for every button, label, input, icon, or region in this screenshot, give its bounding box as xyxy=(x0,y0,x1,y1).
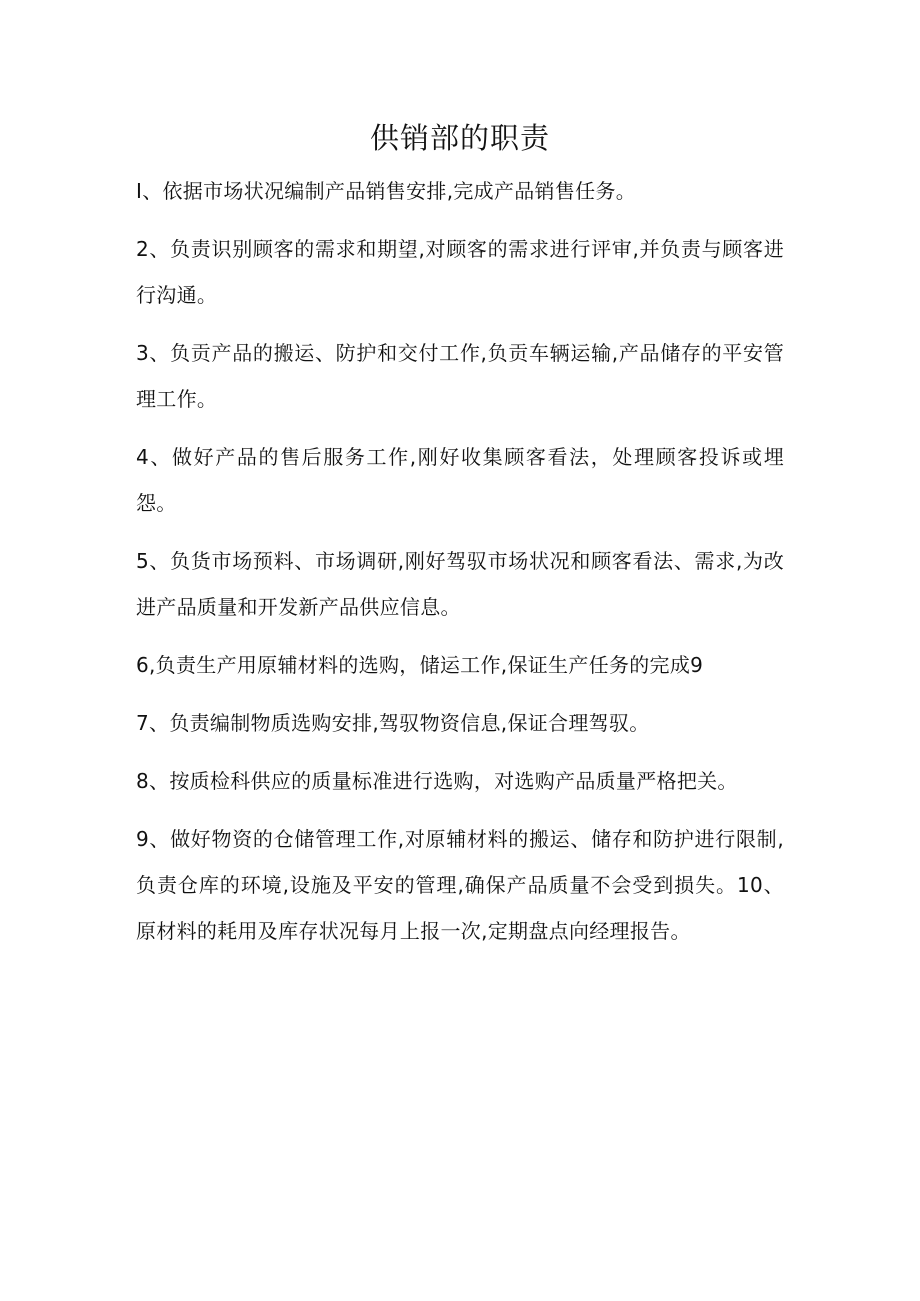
duty-item-8: 8、按质检科供应的质量标准进行选购，对选购产品质量严格把关。 xyxy=(136,769,738,793)
duty-item-6: 6,负责生产用原辅材料的选购，储运工作,保证生产任务的完成9 xyxy=(136,653,704,677)
duty-item-4: 4、做好产品的售后服务工作,刚好收集顾客看法，处理顾客投诉或埋怨。 xyxy=(136,445,784,515)
duty-item-5: 5、负货市场预料、市场调研,刚好驾驭市场状况和顾客看法、需求,为改进产品质量和开发新产品供应信息。 xyxy=(136,549,784,619)
document-body xyxy=(136,168,784,966)
duty-item-2: 2、负责识别顾客的需求和期望,对顾客的需求进行评审,并负责与顾客进行沟通。 xyxy=(136,237,784,307)
duty-item-9: 9、做好物资的仓储管理工作,对原辅材料的搬运、储存和防护进行限制,负责仓库的环境,设施及平安的管理,确保产品质量不会受到损失。10、原材料的耗用及库存状况每月上报一次,定期盘点向经理报告。 xyxy=(136,827,784,943)
duty-item-1: I、依据市场状况编制产品销售安排,完成产品销售任务。 xyxy=(136,179,637,203)
duty-item-7: 7、负责编制物质选购安排,驾驭物资信息,保证合理驾驭。 xyxy=(136,711,650,735)
page-title: 供销部的职责 xyxy=(369,121,550,155)
duty-item-3: 3、负贡产品的搬运、防护和交付工作,负贡车辆运输,产品储存的平安管理工作。 xyxy=(136,341,784,411)
